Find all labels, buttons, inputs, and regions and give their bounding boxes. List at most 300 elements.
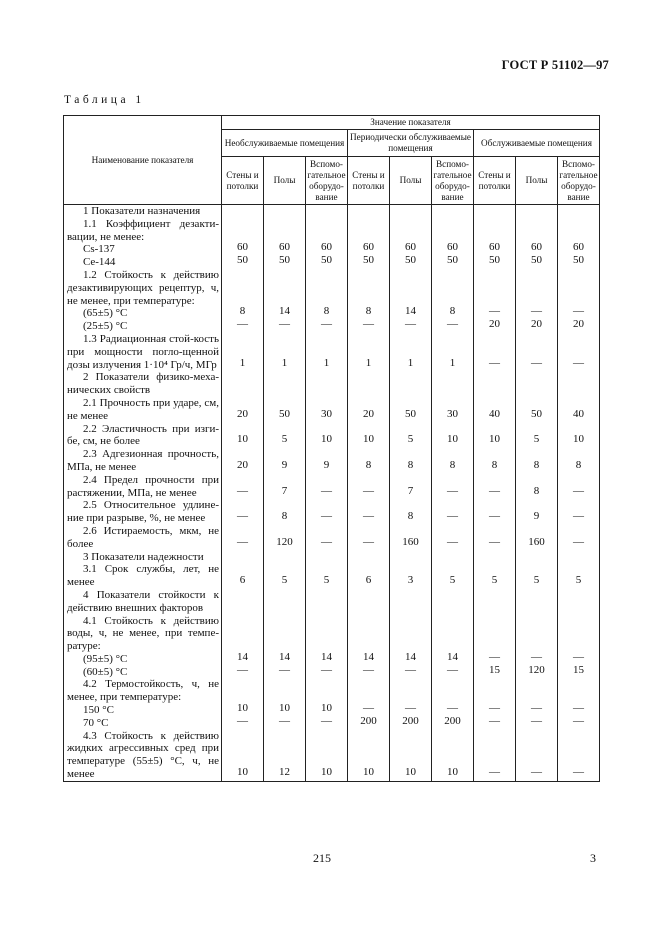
cell-value: — bbox=[447, 702, 458, 715]
sub-row-label: 150 °С bbox=[83, 704, 114, 717]
cell-value: 160 bbox=[528, 535, 545, 548]
cell-value: — bbox=[573, 305, 584, 318]
value-cell bbox=[348, 371, 390, 397]
cell-value: 6 bbox=[365, 574, 372, 587]
cell-value: — bbox=[363, 510, 374, 523]
row-name-cell bbox=[64, 218, 222, 269]
cell-value: 20 bbox=[237, 407, 248, 420]
cell-value: 8 bbox=[533, 458, 540, 471]
cell-value: — bbox=[489, 356, 500, 369]
value-cell bbox=[432, 678, 474, 729]
row-name-cell bbox=[64, 678, 222, 729]
row-description: 1.2 Стойкость к действию дезактивирующих рецептур, ч, не менее, при температуре: bbox=[67, 268, 219, 307]
row-description: 2.3 Адгезионная прочность, МПа, не менее bbox=[67, 448, 219, 473]
cell-value: 30 bbox=[447, 407, 458, 420]
cell-value: — bbox=[237, 535, 248, 548]
row-name-cell bbox=[64, 448, 222, 474]
value-cell bbox=[348, 525, 390, 551]
cell-value: — bbox=[279, 663, 290, 676]
value-cell bbox=[390, 615, 432, 679]
cell-value: 10 bbox=[447, 766, 458, 779]
value-cell bbox=[222, 525, 264, 551]
value-cell bbox=[222, 551, 264, 564]
value-cell bbox=[474, 371, 516, 397]
cell-value: 9 bbox=[323, 458, 330, 471]
value-cell bbox=[390, 474, 432, 500]
value-cell bbox=[474, 205, 516, 218]
cell-value: 10 bbox=[321, 766, 332, 779]
value-cell bbox=[432, 205, 474, 218]
cell-value: — bbox=[531, 305, 542, 318]
row-name-cell bbox=[64, 589, 222, 615]
value-cell bbox=[474, 474, 516, 500]
cell-value: — bbox=[531, 356, 542, 369]
cell-value: 8 bbox=[533, 484, 540, 497]
cell-value: 10 bbox=[237, 433, 248, 446]
value-cell bbox=[264, 499, 306, 525]
value-cell bbox=[432, 448, 474, 474]
cell-value: 14 bbox=[405, 650, 416, 663]
subcol-walls: Стены и потолки bbox=[222, 157, 264, 205]
value-cell bbox=[516, 563, 558, 589]
cell-value: 8 bbox=[365, 305, 372, 318]
value-cell bbox=[432, 474, 474, 500]
cell-value: 14 bbox=[321, 650, 332, 663]
cell-value: — bbox=[573, 356, 584, 369]
cell-value: 8 bbox=[449, 305, 456, 318]
value-cell bbox=[390, 269, 432, 333]
cell-value: 60 bbox=[237, 241, 248, 254]
cell-value: 60 bbox=[363, 241, 374, 254]
cell-value: 20 bbox=[573, 318, 584, 331]
value-cell bbox=[348, 474, 390, 500]
value-cell bbox=[558, 525, 600, 551]
cell-value: 9 bbox=[533, 510, 540, 523]
value-cell bbox=[474, 730, 516, 782]
subcol-floors: Полы bbox=[390, 157, 432, 205]
value-cell bbox=[516, 269, 558, 333]
row-name-cell bbox=[64, 269, 222, 333]
cell-value: — bbox=[447, 318, 458, 331]
value-cell bbox=[474, 423, 516, 449]
value-cell bbox=[558, 448, 600, 474]
cell-value: 60 bbox=[489, 241, 500, 254]
row-name-cell bbox=[64, 423, 222, 449]
cell-value: — bbox=[237, 484, 248, 497]
value-cell bbox=[222, 371, 264, 397]
value-cell bbox=[516, 333, 558, 371]
value-cell bbox=[390, 423, 432, 449]
cell-value: — bbox=[531, 702, 542, 715]
cell-value: — bbox=[363, 663, 374, 676]
table-row bbox=[64, 448, 600, 474]
cell-value: 50 bbox=[447, 254, 458, 267]
value-cell bbox=[222, 589, 264, 615]
page-number-center: 215 bbox=[313, 851, 331, 865]
section-title: 3 Показатели надежности bbox=[83, 550, 204, 563]
cell-value: — bbox=[237, 318, 248, 331]
table-caption: Таблица 1 bbox=[64, 94, 145, 106]
value-cell bbox=[348, 589, 390, 615]
value-cell bbox=[558, 615, 600, 679]
value-cell bbox=[222, 678, 264, 729]
value-cell bbox=[222, 423, 264, 449]
value-cell bbox=[264, 269, 306, 333]
row-description: 4.1 Стойкость к действию воды, ч, не менее, при темпе-ратуре: bbox=[67, 614, 219, 653]
value-cell bbox=[222, 218, 264, 269]
cell-value: — bbox=[447, 663, 458, 676]
section-title: 1 Показатели назначения bbox=[83, 205, 201, 217]
value-cell bbox=[264, 551, 306, 564]
table-row bbox=[64, 551, 600, 564]
cell-value: 1 bbox=[365, 356, 372, 369]
value-cell bbox=[264, 589, 306, 615]
value-cell bbox=[306, 589, 348, 615]
value-cell bbox=[222, 205, 264, 218]
row-description: 2.4 Предел прочности при растяжении, МПа, не менее bbox=[67, 473, 219, 499]
cell-value: 7 bbox=[281, 484, 288, 497]
page-number-right: 3 bbox=[590, 851, 596, 865]
table-row bbox=[64, 563, 600, 589]
value-cell bbox=[390, 397, 432, 423]
value-cell bbox=[390, 205, 432, 218]
cell-value: — bbox=[321, 714, 332, 727]
row-name-cell bbox=[64, 525, 222, 551]
subcol-floors: Полы bbox=[516, 157, 558, 205]
cell-value: 1 bbox=[281, 356, 288, 369]
value-cell bbox=[222, 730, 264, 782]
value-cell bbox=[390, 333, 432, 371]
cell-value: — bbox=[321, 318, 332, 331]
cell-value: 8 bbox=[323, 305, 330, 318]
cell-value: — bbox=[447, 510, 458, 523]
value-cell bbox=[474, 269, 516, 333]
value-cell bbox=[264, 730, 306, 782]
section-title: 4 Показатели стойкости к действию внешних факторов bbox=[67, 588, 219, 614]
value-cell bbox=[516, 371, 558, 397]
value-cell bbox=[348, 205, 390, 218]
value-cell bbox=[348, 333, 390, 371]
cell-value: 5 bbox=[533, 433, 540, 446]
value-cell bbox=[222, 269, 264, 333]
value-cell bbox=[348, 218, 390, 269]
cell-value: 50 bbox=[531, 407, 542, 420]
value-header: Значение показателя bbox=[222, 116, 600, 130]
value-cell bbox=[348, 551, 390, 564]
cell-value: — bbox=[321, 484, 332, 497]
value-cell bbox=[264, 474, 306, 500]
cell-value: 5 bbox=[407, 433, 414, 446]
value-cell bbox=[516, 397, 558, 423]
value-cell bbox=[516, 678, 558, 729]
value-cell bbox=[348, 730, 390, 782]
cell-value: 1 bbox=[407, 356, 414, 369]
value-cell bbox=[558, 730, 600, 782]
value-cell bbox=[348, 423, 390, 449]
cell-value: — bbox=[405, 318, 416, 331]
row-description: 1.3 Радиационная стой-кость при мощности погло-щенной дозы излучения 1·10⁴ Гр/ч, МГр bbox=[67, 332, 219, 371]
cell-value: — bbox=[363, 318, 374, 331]
value-cell bbox=[348, 615, 390, 679]
cell-value: — bbox=[237, 510, 248, 523]
cell-value: — bbox=[573, 650, 584, 663]
sub-row-label: (60±5) °С bbox=[83, 665, 128, 678]
cell-value: 1 bbox=[449, 356, 456, 369]
cell-value: 200 bbox=[360, 714, 377, 727]
cell-value: 50 bbox=[405, 407, 416, 420]
cell-value: — bbox=[531, 714, 542, 727]
cell-value: — bbox=[405, 663, 416, 676]
cell-value: 7 bbox=[407, 484, 414, 497]
cell-value: 8 bbox=[407, 510, 414, 523]
cell-value: 20 bbox=[489, 318, 500, 331]
table-row bbox=[64, 730, 600, 782]
subcol-aux: Вспомо-гательное оборудо-вание bbox=[306, 157, 348, 205]
cell-value: — bbox=[363, 702, 374, 715]
value-cell bbox=[348, 678, 390, 729]
value-cell bbox=[222, 474, 264, 500]
table-body bbox=[64, 205, 600, 782]
row-description: 2.1 Прочность при ударе, см, не менее bbox=[67, 396, 219, 422]
value-cell bbox=[306, 474, 348, 500]
cell-value: 40 bbox=[489, 407, 500, 420]
cell-value: 50 bbox=[279, 254, 290, 267]
cell-value: 14 bbox=[279, 305, 290, 318]
value-cell bbox=[264, 397, 306, 423]
value-cell bbox=[390, 525, 432, 551]
cell-value: — bbox=[489, 305, 500, 318]
group-header-unattended: Необслуживаемые помещения bbox=[222, 130, 348, 157]
table-row bbox=[64, 269, 600, 333]
group-header-attended: Обслуживаемые помещения bbox=[474, 130, 600, 157]
value-cell bbox=[516, 448, 558, 474]
cell-value: 10 bbox=[363, 766, 374, 779]
value-cell bbox=[558, 589, 600, 615]
cell-value: 10 bbox=[363, 433, 374, 446]
row-description: 4.3 Стойкость к действию жидких агрессивных сред при температуре (55±5) °С, ч, не менее bbox=[67, 729, 219, 781]
value-cell bbox=[306, 218, 348, 269]
cell-value: 1 bbox=[323, 356, 330, 369]
cell-value: 8 bbox=[365, 458, 372, 471]
value-cell bbox=[348, 563, 390, 589]
row-name-cell bbox=[64, 551, 222, 564]
value-cell bbox=[516, 525, 558, 551]
cell-value: — bbox=[321, 510, 332, 523]
subcol-aux: Вспомо-гательное оборудо-вание bbox=[558, 157, 600, 205]
cell-value: 15 bbox=[573, 663, 584, 676]
cell-value: 20 bbox=[363, 407, 374, 420]
cell-value: — bbox=[489, 702, 500, 715]
value-cell bbox=[558, 499, 600, 525]
row-description: 3.1 Срок службы, лет, не менее bbox=[67, 563, 219, 589]
value-cell bbox=[390, 448, 432, 474]
value-cell bbox=[432, 333, 474, 371]
value-cell bbox=[306, 678, 348, 729]
value-cell bbox=[306, 423, 348, 449]
row-description: 2.2 Эластичность при изги-бе, см, не более bbox=[67, 422, 219, 448]
value-cell bbox=[474, 218, 516, 269]
value-cell bbox=[432, 730, 474, 782]
cell-value: 1 bbox=[239, 356, 246, 369]
cell-value: — bbox=[573, 535, 584, 548]
value-cell bbox=[222, 563, 264, 589]
value-cell bbox=[474, 615, 516, 679]
cell-value: 6 bbox=[239, 574, 246, 587]
row-name-cell bbox=[64, 205, 222, 218]
value-cell bbox=[306, 397, 348, 423]
cell-value: — bbox=[573, 702, 584, 715]
section-title: 2 Показатели физико-меха-нических свойств bbox=[67, 371, 219, 397]
cell-value: 60 bbox=[405, 241, 416, 254]
cell-value: 8 bbox=[575, 458, 582, 471]
value-cell bbox=[306, 551, 348, 564]
value-cell bbox=[516, 423, 558, 449]
table-row bbox=[64, 205, 600, 218]
value-cell bbox=[264, 678, 306, 729]
table-row bbox=[64, 589, 600, 615]
value-cell bbox=[306, 371, 348, 397]
value-cell bbox=[558, 551, 600, 564]
value-cell bbox=[558, 269, 600, 333]
cell-value: 60 bbox=[279, 241, 290, 254]
row-name-cell bbox=[64, 371, 222, 397]
cell-value: 50 bbox=[573, 254, 584, 267]
cell-value: — bbox=[489, 510, 500, 523]
value-cell bbox=[474, 678, 516, 729]
row-name-cell bbox=[64, 730, 222, 782]
cell-value: 60 bbox=[531, 241, 542, 254]
subcol-walls: Стены и потолки bbox=[474, 157, 516, 205]
cell-value: 20 bbox=[531, 318, 542, 331]
value-cell bbox=[306, 730, 348, 782]
value-cell bbox=[264, 205, 306, 218]
cell-value: 10 bbox=[237, 766, 248, 779]
table-row bbox=[64, 525, 600, 551]
sub-row-label: 70 °С bbox=[83, 716, 109, 729]
value-cell bbox=[222, 615, 264, 679]
cell-value: — bbox=[237, 714, 248, 727]
cell-value: 50 bbox=[363, 254, 374, 267]
cell-value: 8 bbox=[491, 458, 498, 471]
table-row bbox=[64, 218, 600, 269]
sub-row-label: (25±5) °С bbox=[83, 320, 128, 333]
row-name-cell bbox=[64, 397, 222, 423]
table-row bbox=[64, 615, 600, 679]
table-row bbox=[64, 333, 600, 371]
value-cell bbox=[432, 397, 474, 423]
value-cell bbox=[516, 551, 558, 564]
cell-value: 30 bbox=[321, 407, 332, 420]
cell-value: 12 bbox=[279, 766, 290, 779]
cell-value: 5 bbox=[533, 574, 540, 587]
row-name-cell bbox=[64, 333, 222, 371]
cell-value: 50 bbox=[321, 254, 332, 267]
value-cell bbox=[432, 499, 474, 525]
value-cell bbox=[432, 615, 474, 679]
cell-value: 14 bbox=[447, 650, 458, 663]
value-cell bbox=[348, 499, 390, 525]
value-cell bbox=[516, 474, 558, 500]
cell-value: 10 bbox=[573, 433, 584, 446]
value-cell bbox=[474, 499, 516, 525]
cell-value: 10 bbox=[489, 433, 500, 446]
value-cell bbox=[516, 589, 558, 615]
cell-value: 200 bbox=[444, 714, 461, 727]
cell-value: 120 bbox=[276, 535, 293, 548]
subcol-aux: Вспомо-гательное оборудо-вание bbox=[432, 157, 474, 205]
value-cell bbox=[558, 371, 600, 397]
cell-value: 50 bbox=[279, 407, 290, 420]
cell-value: — bbox=[573, 714, 584, 727]
value-cell bbox=[558, 423, 600, 449]
value-cell bbox=[390, 551, 432, 564]
cell-value: — bbox=[447, 535, 458, 548]
cell-value: 8 bbox=[281, 510, 288, 523]
table-row bbox=[64, 371, 600, 397]
value-cell bbox=[432, 218, 474, 269]
cell-value: 14 bbox=[363, 650, 374, 663]
cell-value: 40 bbox=[573, 407, 584, 420]
value-cell bbox=[558, 563, 600, 589]
value-cell bbox=[474, 563, 516, 589]
cell-value: 5 bbox=[575, 574, 582, 587]
value-cell bbox=[222, 448, 264, 474]
cell-value: 9 bbox=[281, 458, 288, 471]
cell-value: — bbox=[531, 766, 542, 779]
value-cell bbox=[222, 397, 264, 423]
cell-value: 200 bbox=[402, 714, 419, 727]
cell-value: 10 bbox=[279, 702, 290, 715]
value-cell bbox=[390, 371, 432, 397]
cell-value: 5 bbox=[449, 574, 456, 587]
value-cell bbox=[390, 499, 432, 525]
value-cell bbox=[516, 218, 558, 269]
value-cell bbox=[558, 474, 600, 500]
cell-value: — bbox=[237, 663, 248, 676]
value-cell bbox=[348, 269, 390, 333]
cell-value: — bbox=[447, 484, 458, 497]
cell-value: — bbox=[531, 650, 542, 663]
row-description: 1.1 Коэффициент дезакти-вации, не менее: bbox=[67, 217, 219, 243]
value-cell bbox=[348, 397, 390, 423]
cell-value: 50 bbox=[489, 254, 500, 267]
value-cell bbox=[558, 205, 600, 218]
value-cell bbox=[264, 615, 306, 679]
value-cell bbox=[432, 551, 474, 564]
cell-value: 5 bbox=[323, 574, 330, 587]
value-cell bbox=[474, 333, 516, 371]
table-row bbox=[64, 423, 600, 449]
value-cell bbox=[306, 525, 348, 551]
cell-value: — bbox=[321, 535, 332, 548]
cell-value: — bbox=[405, 702, 416, 715]
cell-value: — bbox=[363, 535, 374, 548]
cell-value: 50 bbox=[531, 254, 542, 267]
table-row bbox=[64, 397, 600, 423]
row-name-cell bbox=[64, 499, 222, 525]
row-name-cell bbox=[64, 563, 222, 589]
cell-value: 20 bbox=[237, 458, 248, 471]
row-description: 4.2 Термостойкость, ч, не менее, при температуре: bbox=[67, 678, 219, 704]
row-description: 2.5 Относительное удлине-ние при разрыве, %, не менее bbox=[67, 499, 219, 525]
cell-value: 160 bbox=[402, 535, 419, 548]
cell-value: 10 bbox=[321, 433, 332, 446]
value-cell bbox=[306, 499, 348, 525]
value-cell bbox=[390, 563, 432, 589]
cell-value: 60 bbox=[573, 241, 584, 254]
specification-table bbox=[63, 115, 600, 782]
cell-value: 5 bbox=[281, 574, 288, 587]
